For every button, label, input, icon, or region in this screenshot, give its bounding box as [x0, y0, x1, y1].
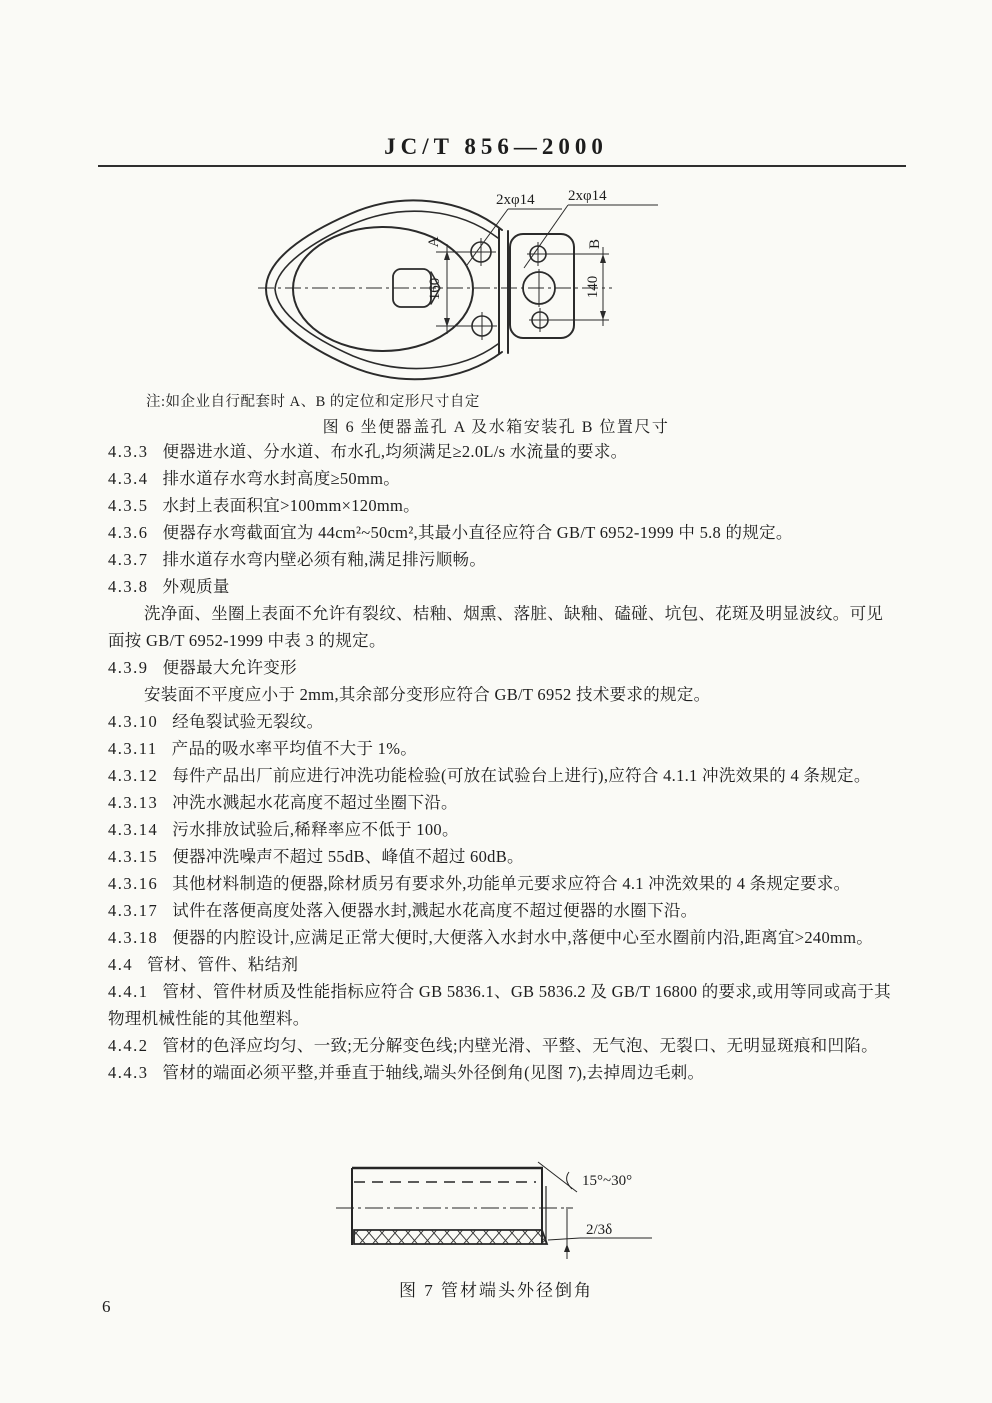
- clause-4-3-18: [108, 924, 896, 951]
- clause-text: 管材的色泽应均匀、一致;无分解变色线;内壁光滑、平整、无气泡、无裂口、无明显斑痕和凹陷。: [162, 1036, 878, 1055]
- clause-text: 便器进水道、分水道、布水孔,均须满足≥2.0L/s 水流量的要求。: [162, 442, 628, 461]
- clause-4-3-9-paragraph: [108, 681, 896, 708]
- clause-4-3-5: [108, 492, 896, 519]
- clause-4-3-9: [108, 654, 896, 681]
- hole-diameter-label-right: 2xφ14: [568, 188, 607, 204]
- clause-number: 4.3.15: [108, 847, 159, 866]
- clause-4-4-2: [108, 1032, 896, 1059]
- clause-text: 经龟裂试验无裂纹。: [172, 712, 324, 731]
- clause-number: 4.3.7: [108, 550, 149, 569]
- clause-4-3-4: [108, 465, 896, 492]
- clause-number: 4.3.18: [108, 928, 159, 947]
- page-number: 6: [102, 1297, 111, 1316]
- clause-text: 排水道存水弯内壁必须有釉,满足排污顺畅。: [162, 550, 487, 569]
- figure-7-caption: 图 7 管材端头外径倒角: [399, 1281, 593, 1300]
- clause-number: 4.3.12: [108, 766, 159, 785]
- clause-4-3-8-paragraph: [108, 600, 896, 654]
- toilet-bowl-outline: [266, 200, 574, 379]
- clause-4-3-7: [108, 546, 896, 573]
- clause-text: 便器的内腔设计,应满足正常大便时,大便落入水封水中,落便中心至水圈前内沿,距离宜>240mm。: [172, 928, 874, 947]
- clause-text: 安装面不平度应小于 2mm,其余部分变形应符合 GB/T 6952 技术要求的规定。: [144, 685, 711, 704]
- clause-text: 每件产品出厂前应进行冲洗功能检验(可放在试验台上进行),应符合 4.1.1 冲洗效果的 4 条规定。: [172, 766, 871, 785]
- clause-number: 4.3.3: [108, 442, 149, 461]
- dimension-lines: [258, 205, 658, 340]
- chamfer-depth-label: 2/3δ: [586, 1222, 613, 1238]
- clause-list: [108, 438, 896, 1086]
- clause-text: 管材、管件、粘结剂: [147, 955, 299, 974]
- dim-label-160: 160: [427, 277, 443, 301]
- figure-6-drawing: [250, 176, 670, 396]
- clause-text: 其他材料制造的便器,除材质另有要求外,功能单元要求应符合 4.1 冲洗效果的 4 条规定要求。: [172, 874, 851, 893]
- hole-diameter-label-left: 2xφ14: [496, 192, 535, 208]
- clause-text: 管材的端面必须平整,并垂直于轴线,端头外径倒角(见图 7),去掉周边毛刺。: [162, 1063, 705, 1082]
- clause-number: 4.4: [108, 955, 134, 974]
- clause-text: 洗净面、坐圈上表面不允许有裂纹、桔釉、烟熏、落脏、缺釉、磕碰、坑包、花斑及明显波纹。可见面按 GB/T 6952-1999 中表 3 的规定。: [108, 604, 884, 650]
- clause-number: 4.4.2: [108, 1036, 149, 1055]
- header-rule: [98, 165, 906, 167]
- pipe-outline: [336, 1168, 573, 1245]
- figure-7-drawing: [330, 1158, 690, 1278]
- clause-text: 便器冲洗噪声不超过 55dB、峰值不超过 60dB。: [172, 847, 524, 866]
- clause-number: 4.3.11: [108, 739, 158, 758]
- clause-text: 水封上表面积宜>100mm×120mm。: [162, 496, 420, 515]
- clause-text: 污水排放试验后,稀释率应不低于 100。: [172, 820, 459, 839]
- clause-4-3-10: [108, 708, 896, 735]
- clause-4-3-3: [108, 438, 896, 465]
- clause-4-4-1: [108, 978, 896, 1032]
- clause-text: 便器最大允许变形: [162, 658, 297, 677]
- clause-number: 4.3.9: [108, 658, 149, 677]
- dimension-arrow: [564, 1244, 570, 1252]
- clause-number: 4.3.8: [108, 577, 149, 596]
- clause-number: 4.3.17: [108, 901, 159, 920]
- clause-text: 排水道存水弯水封高度≥50mm。: [162, 469, 401, 488]
- clause-text: 冲洗水溅起水花高度不超过坐圈下沿。: [172, 793, 458, 812]
- clause-text: 产品的吸水率平均值不大于 1%。: [171, 739, 418, 758]
- clause-text: 外观质量: [162, 577, 230, 596]
- dim-label-b: B: [587, 238, 603, 250]
- clause-4-3-13: [108, 789, 896, 816]
- clause-number: 4.3.6: [108, 523, 149, 542]
- clause-4-3-16: [108, 870, 896, 897]
- figure-6-note: 注:如企业自行配套时 A、B 的定位和定形尺寸自定: [146, 394, 480, 410]
- clause-4-3-15: [108, 843, 896, 870]
- chamfer-angle-label: 15°~30°: [582, 1173, 633, 1189]
- clause-4-3-17: [108, 897, 896, 924]
- clause-4-3-14: [108, 816, 896, 843]
- clause-number: 4.4.1: [108, 982, 149, 1001]
- clause-text: 试件在落便高度处落入便器水封,溅起水花高度不超过便器的水圈下沿。: [172, 901, 698, 920]
- clause-4-3-12: [108, 762, 896, 789]
- clause-number: 4.4.3: [108, 1063, 149, 1082]
- clause-number: 4.3.4: [108, 469, 149, 488]
- dim-label-140: 140: [585, 275, 601, 299]
- figure-6-caption: 图 6 坐便器盖孔 A 及水箱安装孔 B 位置尺寸: [322, 419, 670, 436]
- clause-number: 4.3.13: [108, 793, 159, 812]
- clause-4-4-3: [108, 1059, 896, 1086]
- clause-number: 4.3.10: [108, 712, 159, 731]
- clause-4-3-8: [108, 573, 896, 600]
- clause-number: 4.3.5: [108, 496, 149, 515]
- clause-text: 管材、管件材质及性能指标应符合 GB 5836.1、GB 5836.2 及 GB/T 16800 的要求,或用等同或高于其物理机械性能的其他塑料。: [108, 982, 891, 1028]
- clause-4-3-11: [108, 735, 896, 762]
- clause-4-4: [108, 951, 896, 978]
- dim-label-a: A: [426, 236, 442, 248]
- clause-text: 便器存水弯截面宜为 44cm²~50cm²,其最小直径应符合 GB/T 6952-1999 中 5.8 的规定。: [162, 523, 793, 542]
- clause-number: 4.3.14: [108, 820, 159, 839]
- clause-4-3-6: [108, 519, 896, 546]
- clause-number: 4.3.16: [108, 874, 159, 893]
- page-title: JC/T 856—2000: [384, 134, 608, 159]
